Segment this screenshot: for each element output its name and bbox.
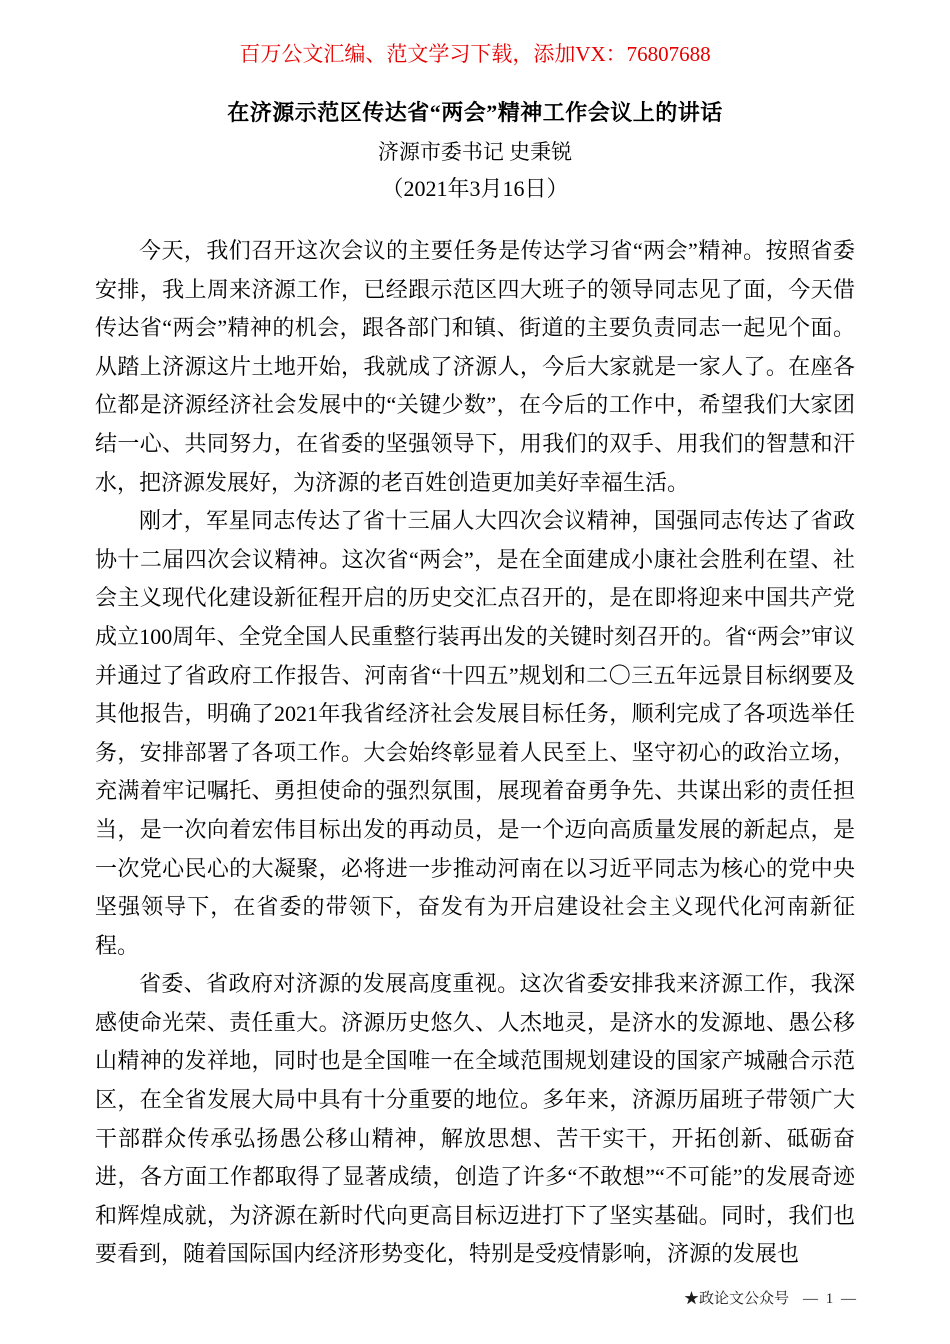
document-body: [95, 232, 855, 1274]
document-date: （2021年3月16日）: [381, 176, 569, 201]
promo-header-text: 百万公文汇编、范文学习下载，添加VX：76807688: [239, 42, 711, 66]
document-author: 济源市委书记 史秉锐: [377, 140, 573, 164]
page-number: — 1 —: [803, 1291, 858, 1307]
document-title: 在济源示范区传达省“两会”精神工作会议上的讲话: [227, 100, 723, 125]
paragraph-1: 今天，我们召开这次会议的主要任务是传达学习省“两会”精神。按照省委安排，我上周来济源工作，已经跟示范区四大班子的领导同志见了面，今天借传达省“两会”精神的机会，跟各部门和镇、街道的主要负责同志一起见个面。从踏上济源这片土地开始，我就成了济源人，今后大家就是一家人了。在座各位都是济源经济社会发展中的“关键少数”，在今后的工作中，希望我们大家团结一心、共同努力，在省委的坚强领导下，用我们的双手、用我们的智慧和汗水，把济源发展好，为济源的老百姓创造更加美好幸福生活。: [95, 238, 855, 495]
paragraph-2: 刚才，军星同志传达了省十三届人大四次会议精神，国强同志传达了省政协十二届四次会议精神。这次省“两会”，是在全面建成小康社会胜利在望、社会主义现代化建设新征程开启的历史交汇点召开的，是在即将迎来中国共产党成立100周年、全党全国人民重整行装再出发的关键时刻召开的。省“两会”审议并通过了省政府工作报告、河南省“十四五”规划和二〇三五年远景目标纲要及其他报告，明确了2021年我省经济社会发展目标任务，顺利完成了各项选举任务，安排部署了各项工作。大会始终彰显着人民至上、坚守初心的政治立场，充满着牢记嘱托、勇担使命的强烈氛围，展现着奋勇争先、共谋出彩的责任担当，是一次向着宏伟目标出发的再动员，是一个迈向高质量发展的新起点，是一次党心民心的大凝聚，必将进一步推动河南在以习近平同志为核心的党中央坚强领导下，在省委的带领下，奋发有为开启建设社会主义现代化河南新征程。: [95, 508, 855, 958]
paragraph-3: 省委、省政府对济源的发展高度重视。这次省委安排我来济源工作，我深感使命光荣、责任重大。济源历史悠久、人杰地灵，是济水的发源地、愚公移山精神的发祥地，同时也是全国唯一在全域范围规划建设的国家产城融合示范区，在全省发展大局中具有十分重要的地位。多年来，济源历届班子带领广大干部群众传承弘扬愚公移山精神，解放思想、苦干实干，开拓创新、砥砺奋进，各方面工作都取得了显著成绩，创造了许多“不敢想”“不可能”的发展奇迹和辉煌成就，为济源在新时代向更高目标迈进打下了坚实基础。同时，我们也要看到，随着国际国内经济形势变化，特别是受疫情影响，济源的发展也: [95, 971, 855, 1267]
page-footer: [684, 1287, 858, 1308]
footer-watermark: ★政论文公众号: [683, 1291, 789, 1307]
